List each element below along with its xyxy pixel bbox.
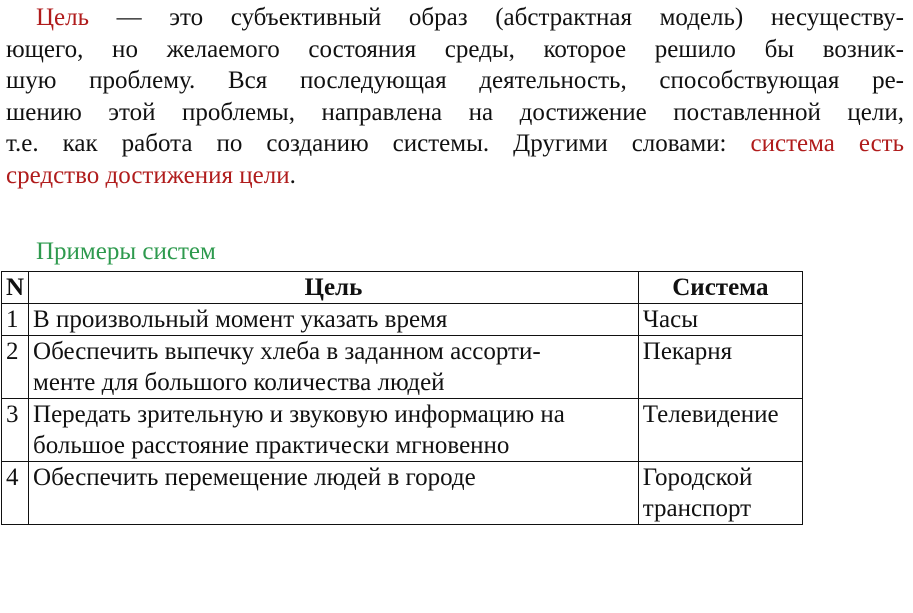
row-number: 1 xyxy=(2,304,29,336)
row-system: Телевидение xyxy=(638,399,802,462)
row-number: 2 xyxy=(2,336,29,399)
header-n: N xyxy=(2,272,29,304)
definition-paragraph xyxy=(6,2,904,191)
row-goal: В произвольный момент указать время xyxy=(29,304,639,336)
systems-table xyxy=(1,271,803,525)
paragraph-line-5: т.е. как работа по созданию системы. Другими словами: система есть xyxy=(6,130,905,157)
table-row xyxy=(2,336,803,399)
highlight-system-phrase: система есть xyxy=(750,130,905,157)
row-system: Часы xyxy=(638,304,802,336)
highlight-means-phrase: средство достижения цели xyxy=(6,161,290,189)
paragraph-line-3: шую проблему. Вся последующая деятельность, способствующая ре- xyxy=(6,67,904,94)
row-system: Городской транспорт xyxy=(638,462,802,525)
goal-term: Цель xyxy=(36,4,90,31)
header-system: Система xyxy=(638,272,802,304)
table-header-row xyxy=(2,272,803,304)
paragraph-line-4: шению этой проблемы, направлена на достижение поставленной цели, xyxy=(6,98,904,126)
row-number: 4 xyxy=(2,462,29,525)
paragraph-line-1: Цель — это субъективный образ (абстрактная модель) несуществу- xyxy=(36,4,904,31)
row-number: 3 xyxy=(2,399,29,462)
table-row xyxy=(2,399,803,462)
section-title: Примеры систем xyxy=(36,238,216,265)
row-goal: Передать зрительную и звуковую информацию на большое расстояние практически мгновенно xyxy=(29,399,639,462)
row-goal: Обеспечить перемещение людей в городе xyxy=(29,462,639,525)
paragraph-line-2: ющего, но желаемого состояния среды, которое решило бы возник- xyxy=(6,35,904,63)
table-row xyxy=(2,462,803,525)
paragraph-line-6: средство достижения цели. xyxy=(6,161,296,189)
header-goal: Цель xyxy=(29,272,639,304)
row-system: Пекарня xyxy=(638,336,802,399)
row-goal: Обеспечить выпечку хлеба в заданном ассорти- менте для большого количества людей xyxy=(29,336,639,399)
table-row xyxy=(2,304,803,336)
